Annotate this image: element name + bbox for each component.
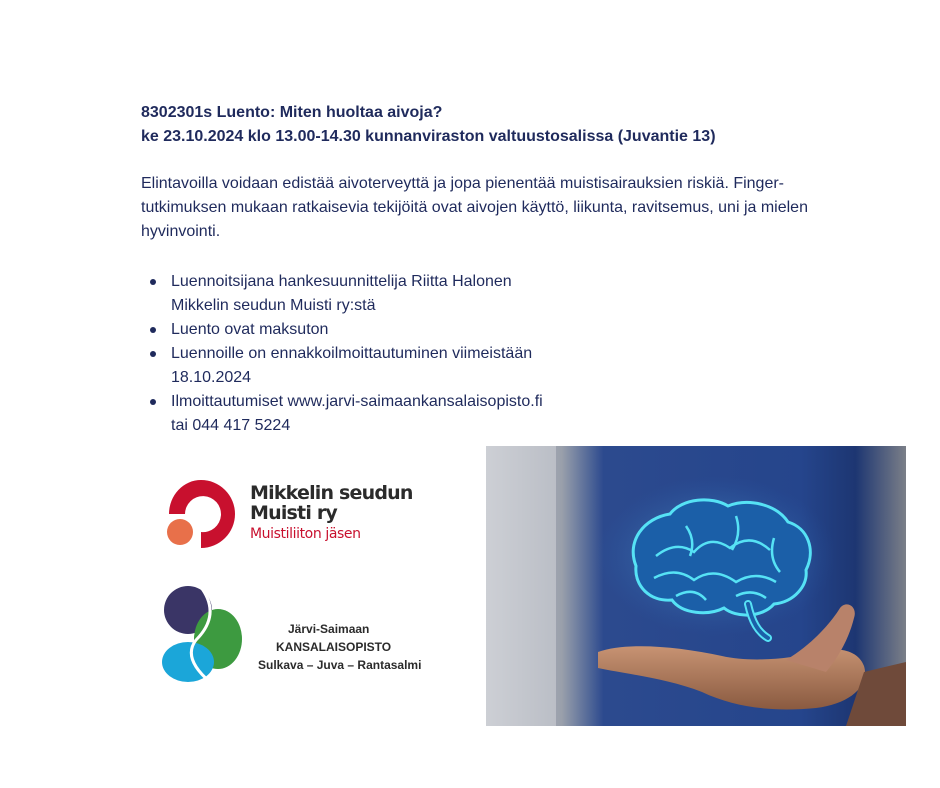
- opisto-name-line1: Järvi-Saimaan: [288, 622, 370, 636]
- opisto-name-line2: KANSALAISOPISTO: [276, 640, 392, 654]
- brain-hologram-image: [486, 446, 906, 726]
- intro-line: Elintavoilla voidaan edistää aivoterveyttä ja jopa pienentää muistisairauksien riskiä. Finger-: [141, 175, 785, 192]
- event-title: 8302301s Luento: Miten huoltaa aivoja?: [141, 104, 443, 121]
- bullet-icon: [150, 351, 156, 357]
- event-datetime-location: ke 23.10.2024 klo 13.00-14.30 kunnanviraston valtuustosalissa (Juvantie 13): [141, 128, 716, 145]
- muisti-name-line2: Muisti ry: [250, 502, 338, 524]
- bullet-icon: [150, 327, 156, 333]
- muisti-tagline: Muistiliiton jäsen: [250, 526, 361, 542]
- opisto-locations: Sulkava – Juva – Rantasalmi: [258, 658, 422, 672]
- list-item: Luento ovat maksuton: [141, 318, 641, 342]
- muisti-symbol-icon: [165, 476, 245, 556]
- info-list: [141, 270, 641, 438]
- bullet-icon: [150, 279, 156, 285]
- intro-line: tutkimuksen mukaan ratkaisevia tekijöitä ovat aivojen käyttö, liikunta, ravitsemus, uni ja mielen: [141, 199, 808, 216]
- brain-hand-photo: [486, 446, 906, 726]
- list-item: Luennoille on ennakkoilmoittautuminen viimeistään 18.10.2024: [141, 342, 641, 390]
- registration-link-text: Ilmoittautumiset www.jarvi-saimaankansalaisopisto.fi: [171, 393, 543, 410]
- jarvi-saimaan-logo: [160, 584, 460, 684]
- list-item: Luennoitsijana hankesuunnittelija Riitta Halonen Mikkelin seudun Muisti ry:stä: [141, 270, 641, 318]
- opisto-symbol-icon: [160, 584, 250, 684]
- intro-line: hyvinvointi.: [141, 223, 221, 240]
- muisti-name-line1: Mikkelin seudun: [250, 482, 413, 504]
- list-item: [141, 390, 641, 438]
- phone-number: tai 044 417 5224: [171, 417, 291, 434]
- bullet-icon: [150, 399, 156, 405]
- muisti-ry-logo: [165, 476, 425, 556]
- event-heading: [141, 101, 901, 149]
- intro-paragraph: [141, 172, 881, 244]
